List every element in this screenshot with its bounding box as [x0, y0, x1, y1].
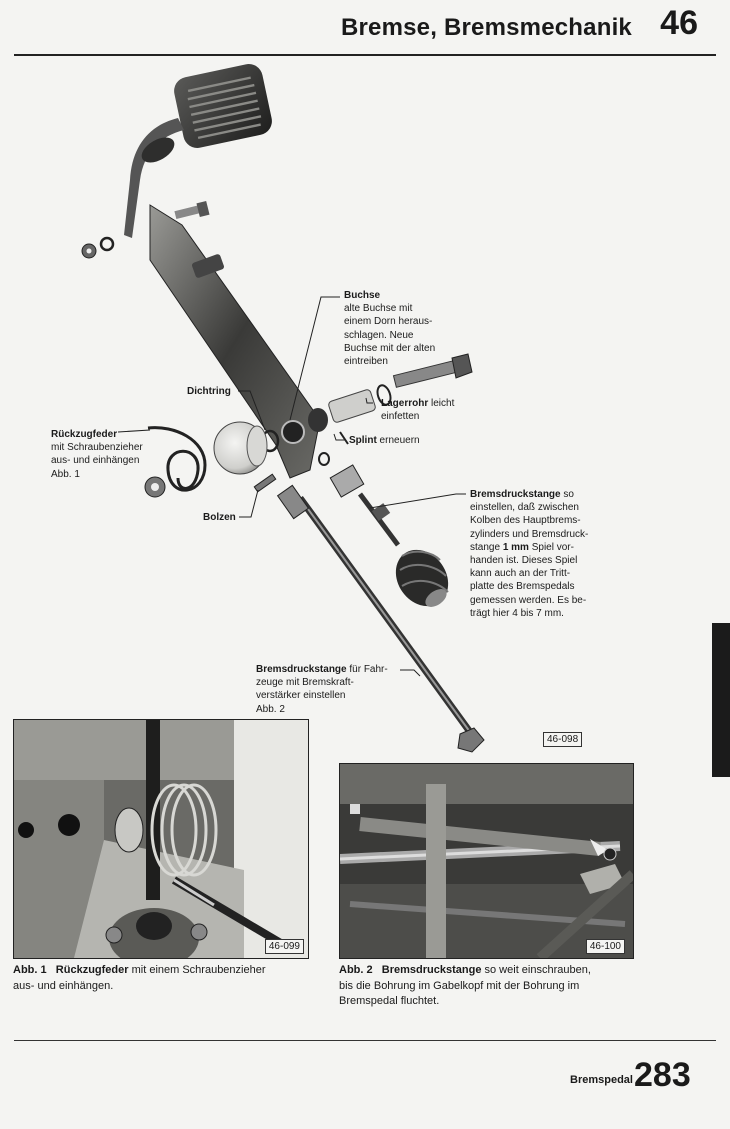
label-bremsdruckstange-adjust: Bremsdruckstange so einstellen, daß zwischen Kolben des Hauptbrems- zylinders und Bremsdruck- stange 1 mm Spiel vor- handen ist. Dieses Spiel kann auch an der Tritt- platte des Bremspedals gemessen werden. Es be- trägt hier 4 bis 7 mm. [470, 489, 589, 619]
pedal-pad [171, 61, 274, 150]
header-rule [14, 54, 716, 56]
footer-rule [14, 1040, 716, 1041]
label-dichtring: Dichtring [187, 386, 231, 397]
label-bremsdruckstange-servo: Bremsdruckstange für Fahr- zeuge mit Bremskraft- verstärker einstellen Abb. 2 [256, 664, 388, 715]
small-bolt [174, 201, 209, 219]
photo-abb2 [339, 763, 634, 959]
rubber-boot [385, 540, 459, 617]
label-lagerrohr: Lagerrohr leicht einfetten [381, 398, 455, 423]
page-number: 283 [634, 1056, 691, 1094]
figure-id-photo1: 46-099 [265, 939, 304, 954]
chapter-number: 46 [660, 4, 698, 42]
figure-id-main: 46-098 [543, 732, 582, 747]
label-splint: Splint erneuern [349, 435, 420, 446]
caption-abb2: Abb. 2 Bremsdruckstange so weit einschrauben, bis die Bohrung im Gabelkopf mit der Bohrung im Bremspedal fluchtet. [339, 964, 591, 1007]
label-buchse: Buchse alte Buchse mit einem Dorn heraus- schlagen. Neue Buchse mit der alten eintreiben [344, 290, 436, 368]
figure-id-photo2: 46-100 [586, 939, 625, 954]
photo-abb1 [13, 719, 309, 959]
photo-abb2-image [340, 764, 633, 958]
page-title: Bremse, Bremsmechanik [340, 14, 632, 41]
footer-section-title: Bremspedal [570, 1074, 633, 1086]
photo-abb1-image [14, 720, 308, 958]
label-bolzen: Bolzen [203, 512, 236, 523]
thumb-index-tab [712, 623, 730, 777]
caption-abb1: Abb. 1 Rückzugfeder mit einem Schraubenzieher aus- und einhängen. [13, 964, 266, 992]
spacer-bushing [214, 422, 267, 474]
exploded-brake-pedal-drawing [40, 60, 640, 760]
label-rueckzugfeder: Rückzugfeder mit Schraubenzieher aus- und einhängen Abb. 1 [51, 429, 143, 480]
